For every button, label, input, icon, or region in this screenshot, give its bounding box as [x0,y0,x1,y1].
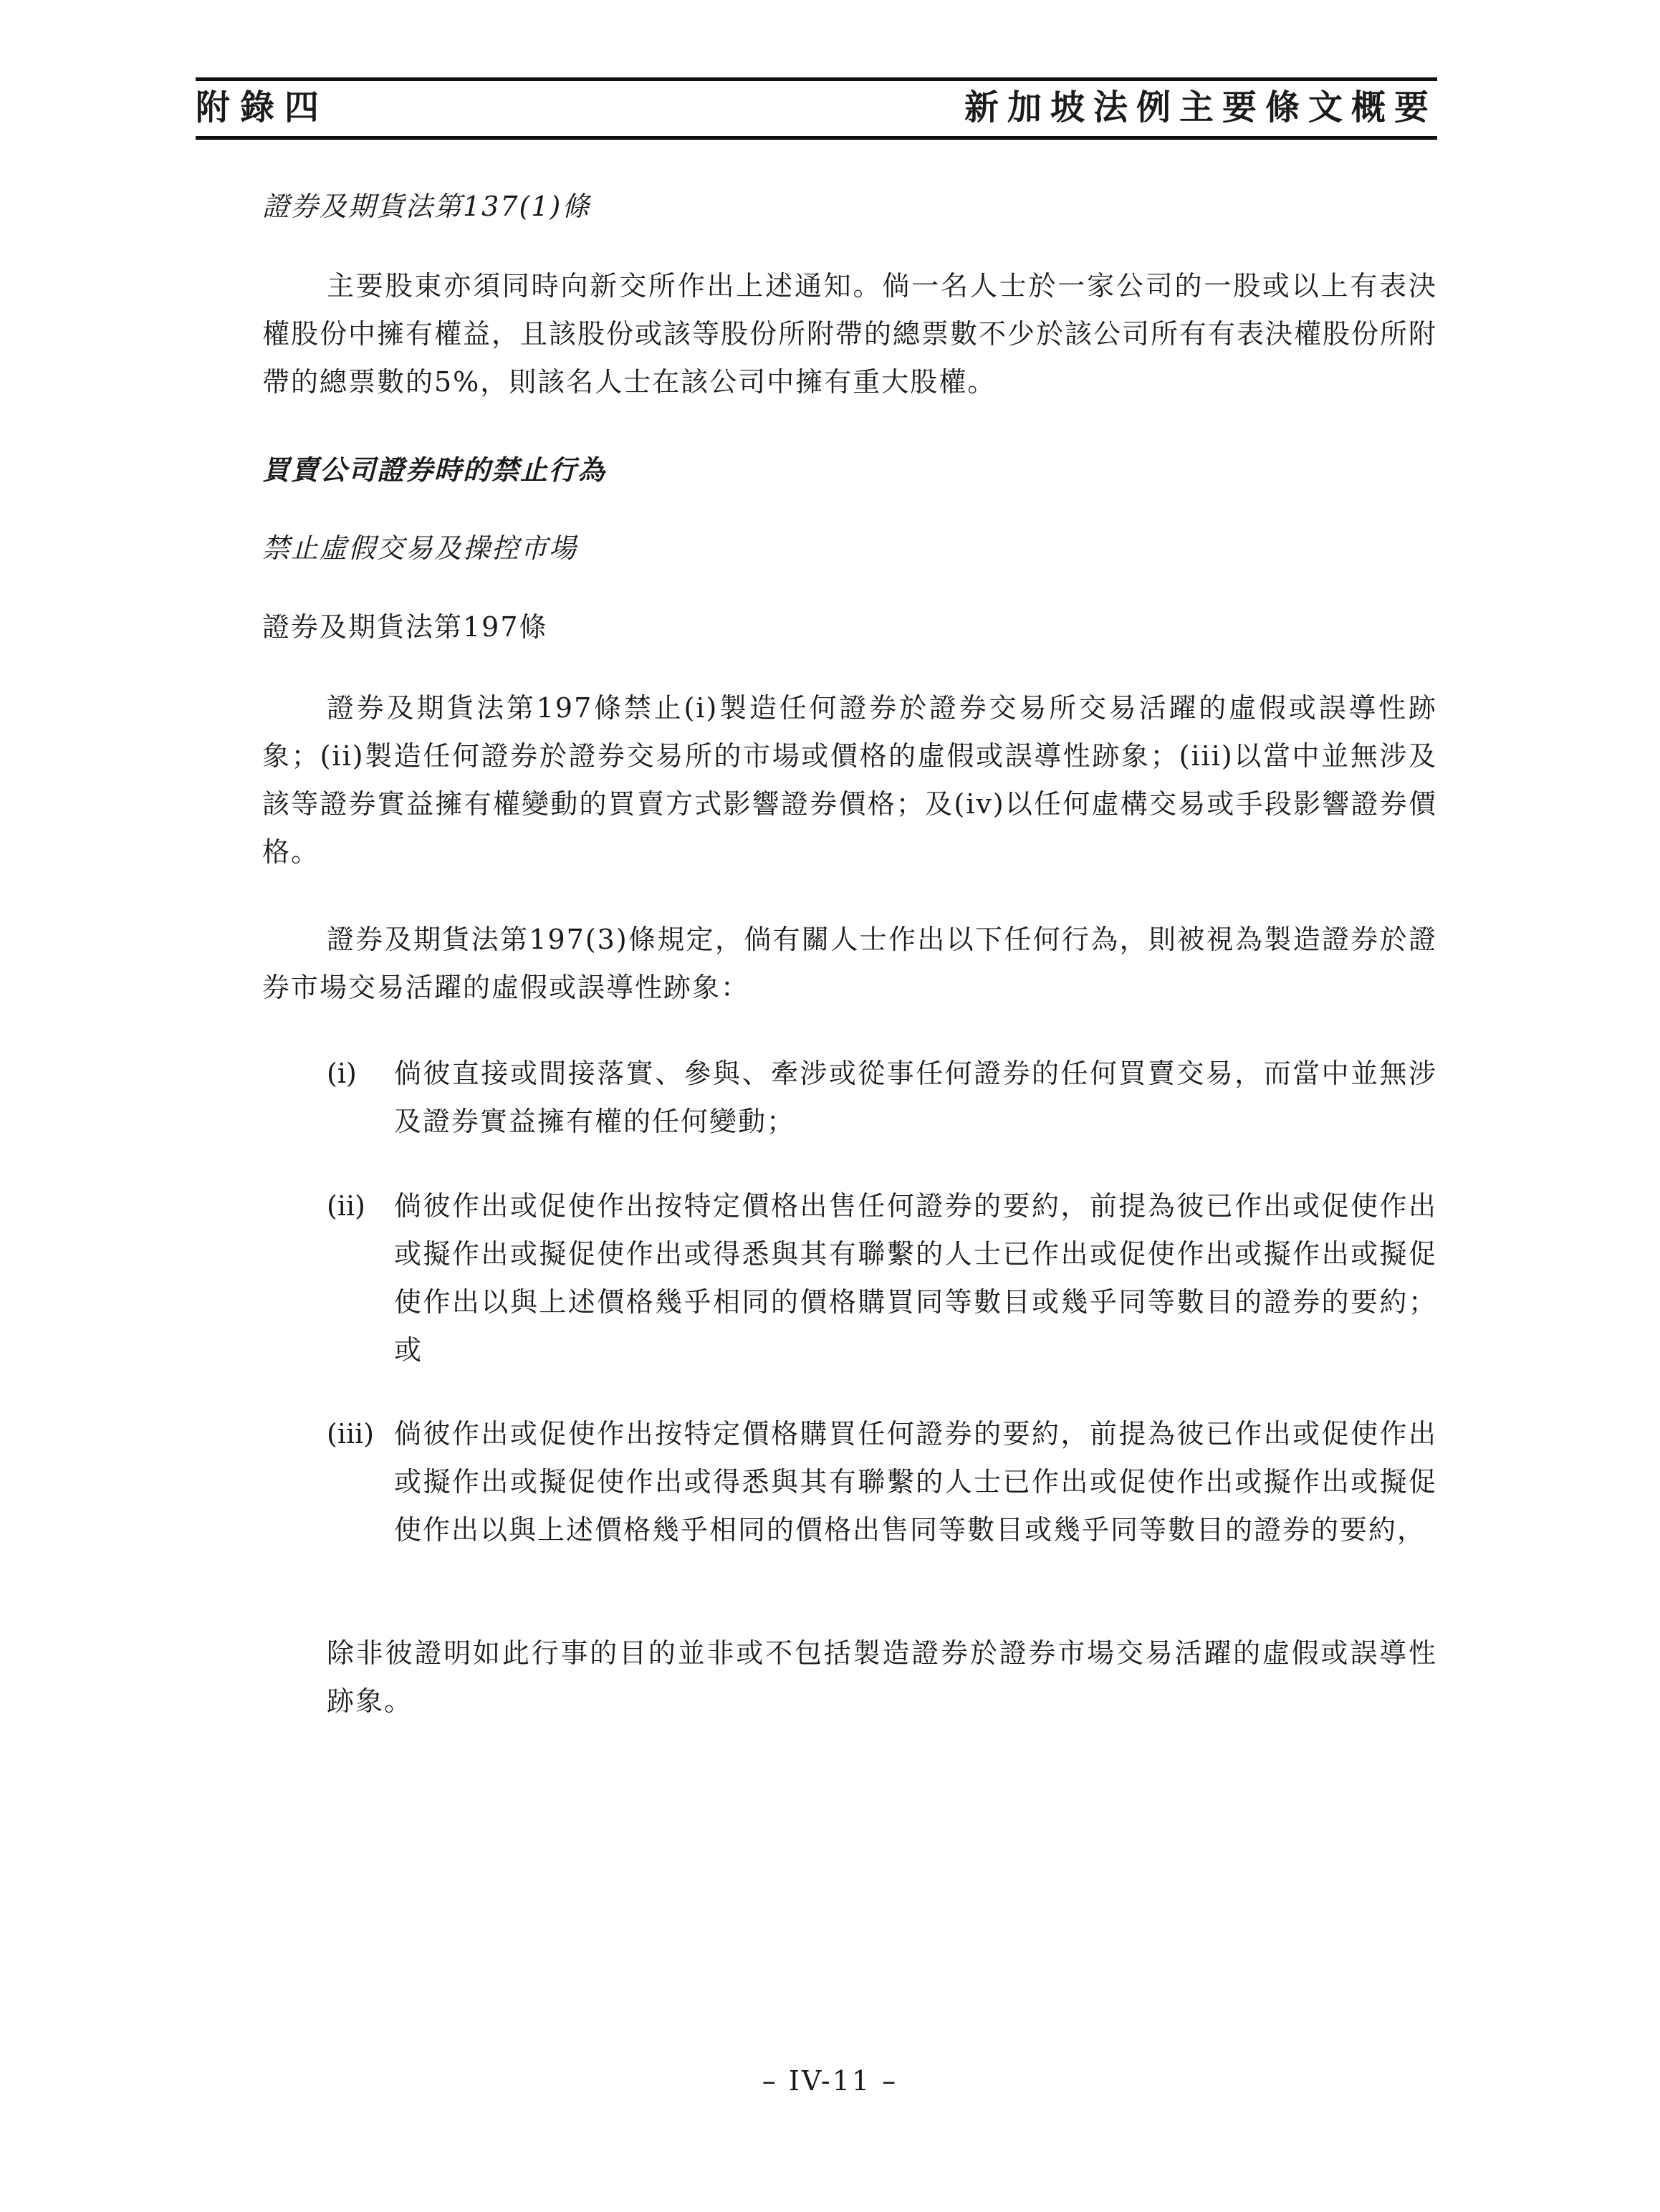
section-137-paragraph: 主要股東亦須同時向新交所作出上述通知。倘一名人士於一家公司的一股或以上有表決權股份中擁有權益，且該股份或該等股份所附帶的總票數不少於該公司所有有表決權股份所附帶的總票數的5%，則該名人士在該公司中擁有重大股權。 [262,270,1438,398]
page-number: – IV-11 – [762,2065,898,2097]
list-item-text: 倘彼作出或促使作出按特定價格出售任何證券的要約，前提為彼已作出或促使作出或擬作出或擬促使作出或得悉與其有聯繫的人士已作出或促使作出或擬作出或擬促使作出以與上述價格幾乎相同的價格購買同等數目或幾乎同等數目的證券的要約；或 [394,1190,1437,1366]
section-197-label: 證券及期貨法第197條 [262,611,548,643]
appendix-title: 附錄四 [196,87,330,128]
prohibited-conduct-heading: 買賣公司證券時的禁止行為 [262,454,607,486]
section-197-paragraph: 證券及期貨法第197條禁止(i)製造任何證券於證券交易所交易活躍的虛假或誤導性跡象；(ii)製造任何證券於證券交易所的市場或價格的虛假或誤導性跡象；(iii)以當中並無涉及該等證券實益擁有權變動的買賣方式影響證券價格；及(iv)以任何虛構交易或手段影響證券價格。 [262,692,1437,868]
false-trading-heading: 禁止虛假交易及操控市場 [262,532,578,564]
list-item-marker: (iii) [327,1418,375,1450]
header-bottom-rule [196,136,1437,140]
section-197-3-paragraph: 證券及期貨法第197(3)條規定，倘有關人士作出以下任何行為，則被視為製造證券於證券市場交易活躍的虛假或誤導性跡象： [262,924,1437,1003]
list-item-marker: (i) [327,1058,357,1089]
list-item-text: 倘彼直接或間接落實、參與、牽涉或從事任何證券的任何買賣交易，而當中並無涉及證券實益擁有權的任何變動； [394,1058,1437,1137]
chapter-title: 新加坡法例主要條文概要 [964,87,1437,128]
list-item-marker: (ii) [327,1190,365,1222]
closing-paragraph: 除非彼證明如此行事的目的並非或不包括製造證券於證券市場交易活躍的虛假或誤導性跡象。 [327,1637,1437,1717]
header-top-rule [196,77,1437,81]
section-137-label: 證券及期貨法第137(1)條 [262,191,591,222]
list-item-text: 倘彼作出或促使作出按特定價格購買任何證券的要約，前提為彼已作出或促使作出或擬作出或擬促使作出或得悉與其有聯繫的人士已作出或促使作出或擬作出或擬促使作出以與上述價格幾乎相同的價格出售同等數目或幾乎同等數目的證券的要約， [394,1418,1437,1546]
